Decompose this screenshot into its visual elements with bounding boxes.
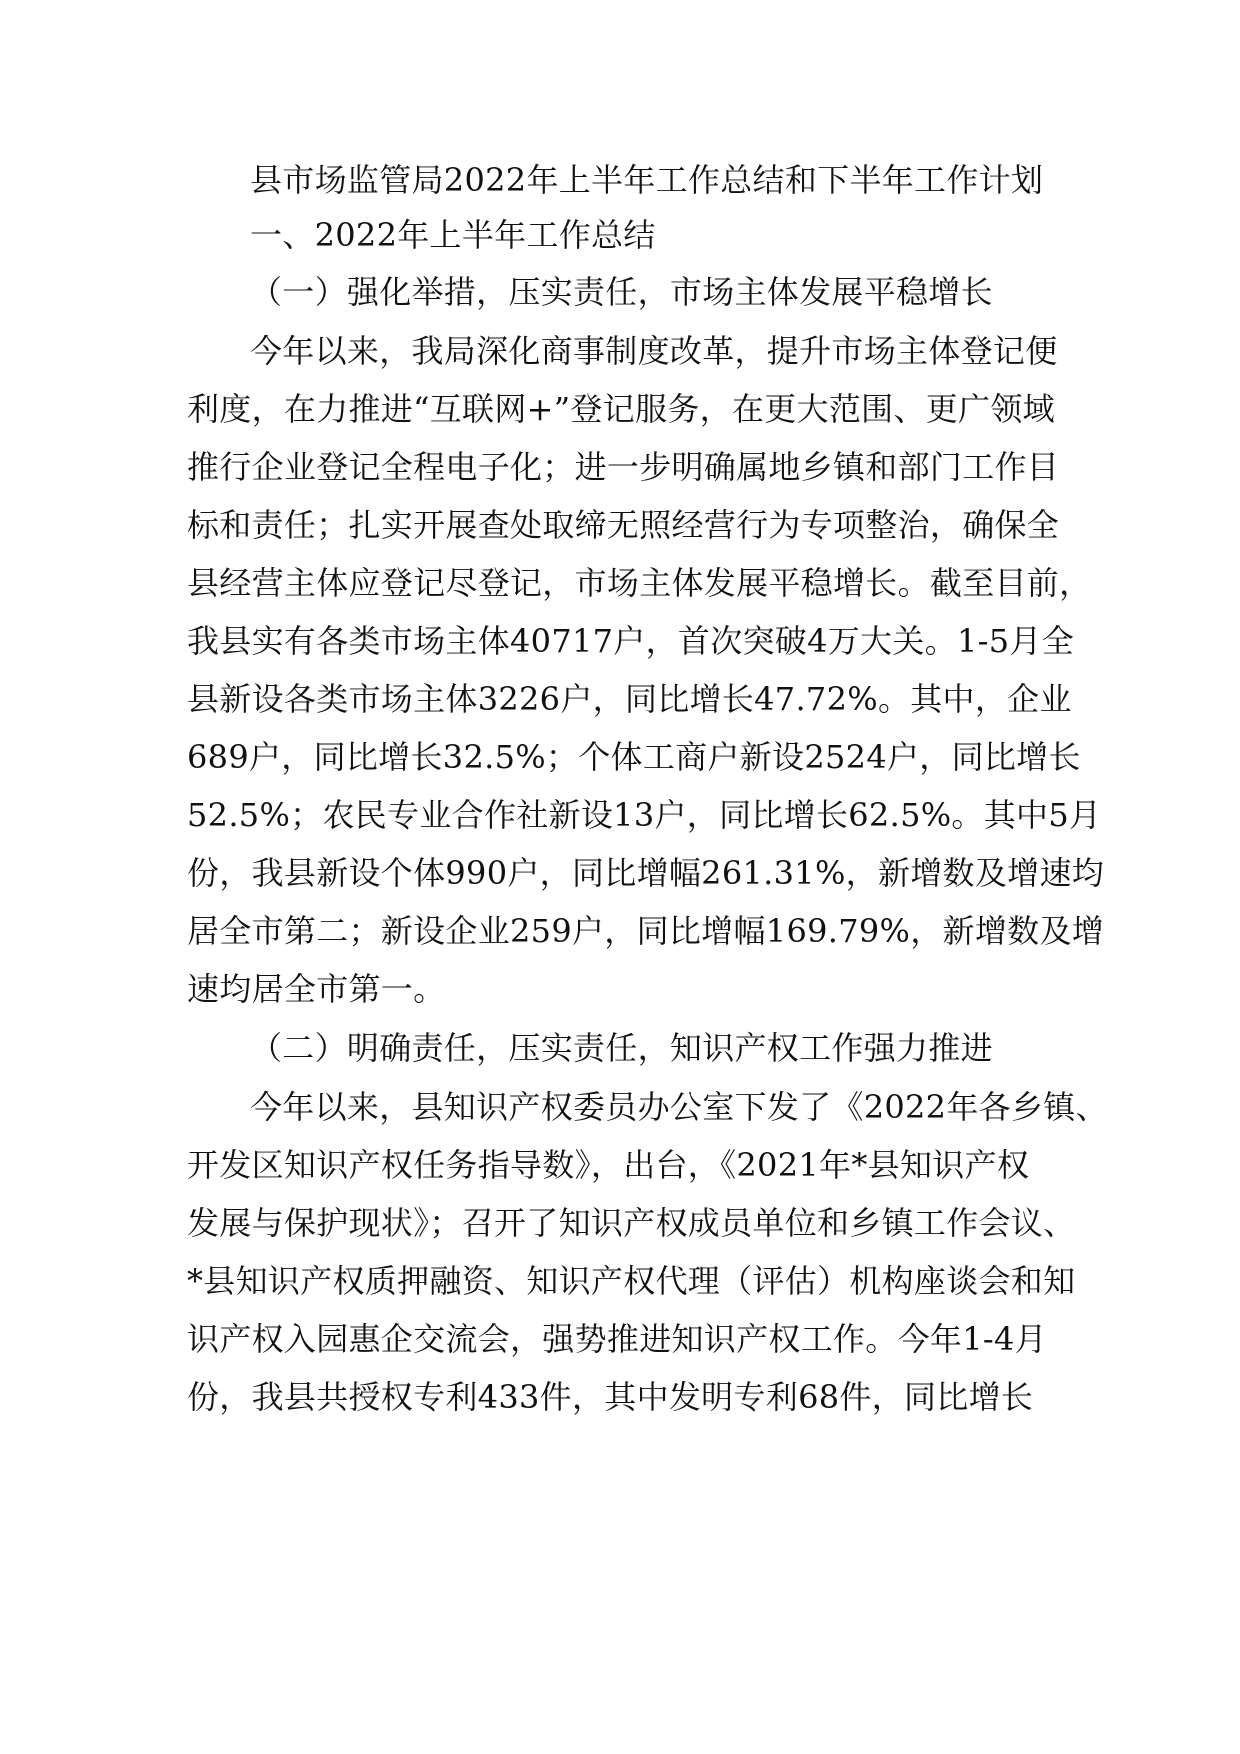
paragraph-line: 份，我县共授权专利433件，其中发明专利68件，同比增长 <box>187 1378 1034 1416</box>
paragraph-line: 发展与保护现状》；召开了知识产权成员单位和乡镇工作会议、 <box>187 1204 1076 1242</box>
paragraph-line: 速均居全市第一。 <box>187 970 446 1008</box>
paragraph-line: 开发区知识产权任务指导数》，出台，《2021年*县知识产权 <box>187 1146 1030 1184</box>
paragraph-line: 居全市第二；新设企业259户，同比增幅169.79%，新增数及增 <box>187 912 1105 950</box>
paragraph-line: 今年以来，我局深化商事制度改革，提升市场主体登记便 <box>250 332 1058 370</box>
document-title: 县市场监管局2022年上半年工作总结和下半年工作计划 <box>250 161 1044 199</box>
paragraph-line: 标和责任；扎实开展查处取缔无照经营行为专项整治，确保全 <box>187 506 1060 544</box>
paragraph-line: 份，我县新设个体990户，同比增幅261.31%，新增数及增速均 <box>187 854 1105 892</box>
subsection-heading-1: （一）强化举措，压实责任，市场主体发展平稳增长 <box>250 273 993 311</box>
paragraph-line: 52.5%；农民专业合作社新设13户，同比增长62.5%。其中5月 <box>187 796 1102 834</box>
paragraph-line: 689户，同比增长32.5%；个体工商户新设2524户，同比增长 <box>187 738 1081 776</box>
paragraph-line: 县新设各类市场主体3226户，同比增长47.72%。其中，企业 <box>187 680 1072 718</box>
paragraph-line: 推行企业登记全程电子化；进一步明确属地乡镇和部门工作目 <box>187 448 1060 486</box>
subsection-heading-2: （二）明确责任，压实责任，知识产权工作强力推进 <box>250 1029 993 1067</box>
paragraph-line: 识产权入园惠企交流会，强势推进知识产权工作。今年1-4月 <box>187 1320 1047 1358</box>
section-heading-1: 一、2022年上半年工作总结 <box>250 216 656 254</box>
paragraph-line: *县知识产权质押融资、知识产权代理（评估）机构座谈会和知 <box>187 1262 1076 1300</box>
paragraph-line: 今年以来，县知识产权委员办公室下发了《2022年各乡镇、 <box>250 1088 1108 1126</box>
paragraph-line: 利度，在力推进“互联网+”登记服务，在更大范围、更广领域 <box>187 390 1055 428</box>
paragraph-line: 县经营主体应登记尽登记，市场主体发展平稳增长。截至目前， <box>187 564 1092 602</box>
paragraph-line: 我县实有各类市场主体40717户，首次突破4万大关。1-5月全 <box>187 622 1074 660</box>
